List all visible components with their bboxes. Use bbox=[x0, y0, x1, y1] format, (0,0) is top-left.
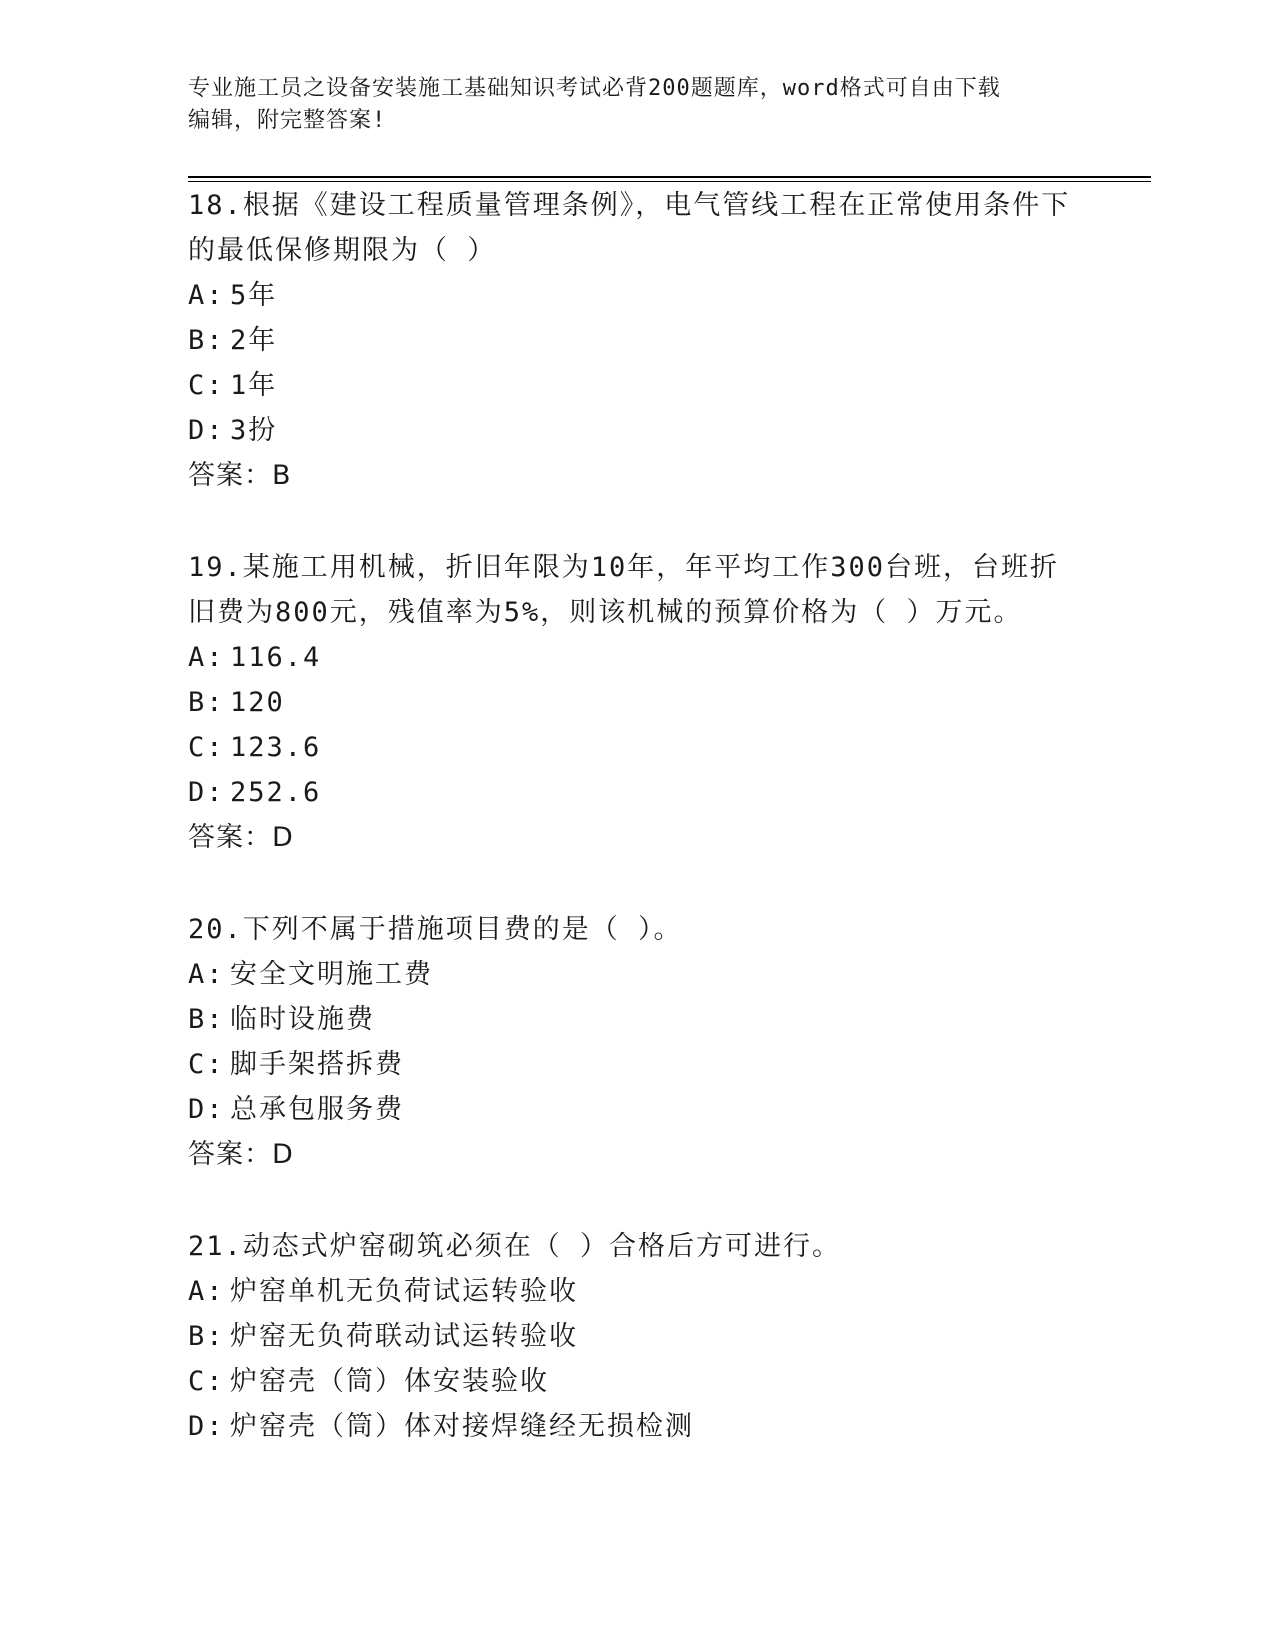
option-text: 123.6 bbox=[230, 732, 322, 763]
option-text: 炉窑单机无负荷试运转验收 bbox=[230, 1276, 578, 1307]
question-text-line-1: 19.某施工用机械，折旧年限为10年，年平均工作300台班，台班折 bbox=[188, 552, 1060, 583]
option-letter: A: bbox=[188, 1276, 225, 1307]
option-a bbox=[188, 1269, 1088, 1314]
option-letter: D: bbox=[188, 1411, 225, 1442]
header-line-1: 专业施工员之设备安装施工基础知识考试必背200题题库，word格式可自由下载 bbox=[188, 76, 1001, 101]
question-text-line-1: 21.动态式炉窑砌筑必须在（ ）合格后方可进行。 bbox=[188, 1231, 842, 1262]
answer-label: 答案：B bbox=[188, 460, 292, 491]
option-text: 脚手架搭拆费 bbox=[230, 1049, 404, 1080]
option-d bbox=[188, 1087, 1088, 1132]
answer-label: 答案：D bbox=[188, 1139, 294, 1170]
option-letter: B: bbox=[188, 1004, 225, 1035]
option-text: 临时设施费 bbox=[230, 1004, 375, 1035]
option-letter: C: bbox=[188, 732, 225, 763]
option-letter: C: bbox=[188, 1366, 225, 1397]
question-20 bbox=[188, 907, 1088, 1177]
answer-label: 答案：D bbox=[188, 822, 294, 853]
option-text: 252.6 bbox=[230, 777, 322, 808]
document-header bbox=[188, 73, 1088, 137]
option-letter: B: bbox=[188, 687, 225, 718]
option-b bbox=[188, 318, 1088, 363]
option-b bbox=[188, 1314, 1088, 1359]
question-text-line-1: 18.根据《建设工程质量管理条例》，电气管线工程在正常使用条件下 bbox=[188, 190, 1071, 221]
question-text-line-1: 20.下列不属于措施项目费的是（ ）。 bbox=[188, 914, 683, 945]
option-letter: B: bbox=[188, 1321, 225, 1352]
option-c bbox=[188, 1359, 1088, 1404]
option-d bbox=[188, 408, 1088, 453]
question-21 bbox=[188, 1224, 1088, 1449]
option-text: 炉窑无负荷联动试运转验收 bbox=[230, 1321, 578, 1352]
option-text: 炉窑壳（筒）体安装验收 bbox=[230, 1366, 549, 1397]
question-18 bbox=[188, 183, 1088, 498]
option-text: 总承包服务费 bbox=[230, 1094, 404, 1125]
option-c bbox=[188, 1042, 1088, 1087]
option-text: 安全文明施工费 bbox=[230, 959, 433, 990]
option-text: 3扮 bbox=[230, 415, 278, 446]
option-text: 1年 bbox=[230, 370, 278, 401]
option-text: 炉窑壳（筒）体对接焊缝经无损检测 bbox=[230, 1411, 694, 1442]
option-letter: D: bbox=[188, 1094, 225, 1125]
option-b bbox=[188, 997, 1088, 1042]
option-a bbox=[188, 952, 1088, 997]
header-divider-thin bbox=[188, 181, 1151, 182]
option-a bbox=[188, 273, 1088, 318]
option-text: 116.4 bbox=[230, 642, 322, 673]
header-line-2: 编辑，附完整答案! bbox=[188, 108, 387, 133]
question-text-line-2: 的最低保修期限为（ ） bbox=[188, 235, 497, 266]
option-c bbox=[188, 363, 1088, 408]
question-19 bbox=[188, 545, 1088, 860]
option-letter: D: bbox=[188, 415, 225, 446]
option-a bbox=[188, 635, 1088, 680]
option-d bbox=[188, 770, 1088, 815]
option-d bbox=[188, 1404, 1088, 1449]
option-letter: A: bbox=[188, 959, 225, 990]
option-letter: C: bbox=[188, 370, 225, 401]
option-text: 2年 bbox=[230, 325, 278, 356]
option-letter: A: bbox=[188, 642, 225, 673]
option-text: 5年 bbox=[230, 280, 278, 311]
option-b bbox=[188, 680, 1088, 725]
header-divider-thick bbox=[188, 176, 1151, 178]
option-letter: B: bbox=[188, 325, 225, 356]
option-letter: A: bbox=[188, 280, 225, 311]
option-text: 120 bbox=[230, 687, 285, 718]
option-letter: D: bbox=[188, 777, 225, 808]
option-c bbox=[188, 725, 1088, 770]
option-letter: C: bbox=[188, 1049, 225, 1080]
question-text-line-2: 旧费为800元，残值率为5%，则该机械的预算价格为（ ）万元。 bbox=[188, 597, 1023, 628]
